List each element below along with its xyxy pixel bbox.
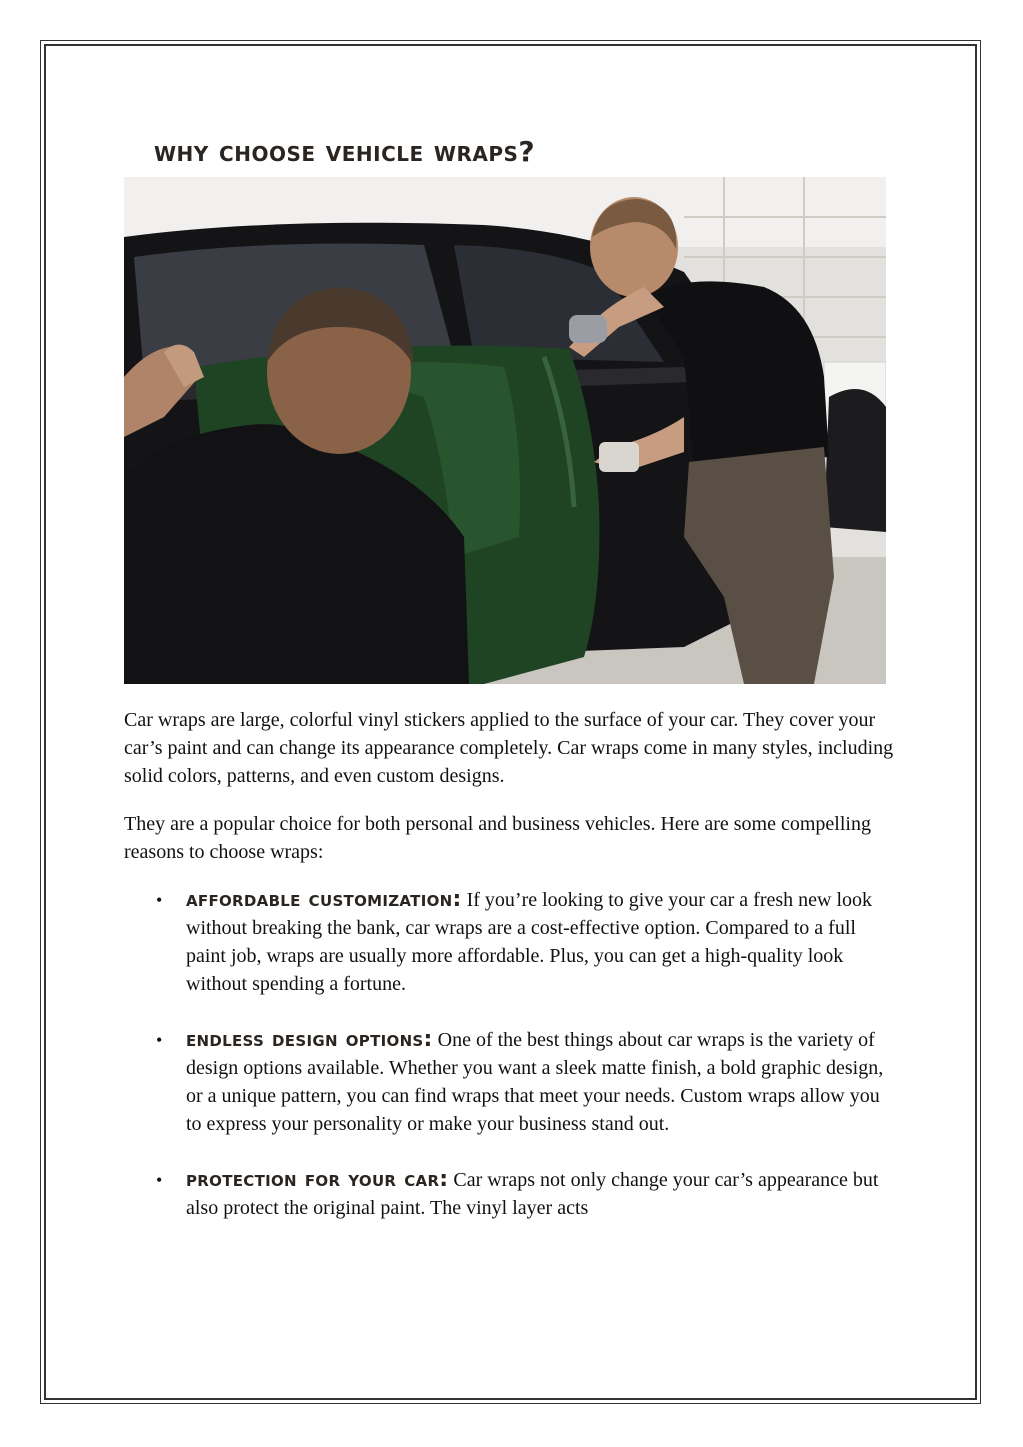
bullet-icon: •	[156, 890, 163, 910]
list-item	[124, 886, 894, 998]
point-title: endless design options:	[186, 1027, 433, 1052]
bullet-icon: •	[156, 1170, 163, 1190]
point-text: Car wraps not only change your car’s appearance but also protect the original paint. The vinyl layer acts	[186, 1169, 879, 1219]
intro-paragraph: Car wraps are large, colorful vinyl stickers applied to the surface of your car. They cover your car’s paint and can change its appearance completely. Car wraps come in many styles, including solid colors, patterns, and even custom designs.	[124, 709, 894, 787]
point-text: One of the best things about car wraps is the variety of design options available. Whether you want a sleek matte finish, a bold graphic design, or a unique pattern, you can find wraps that meet your needs. Custom wraps allow you to express your personality or make your business stand out.	[186, 1029, 884, 1135]
list-item	[124, 1166, 894, 1222]
reasons-list	[124, 886, 894, 1222]
point-title: affordable customization:	[186, 887, 462, 912]
point-text: If you’re looking to give your car a fresh new look without breaking the bank, car wraps are a cost-effective option. Compared to a full paint job, wraps are usually more affordable. Plus, you can get a high-quality look without spending a fortune.	[186, 889, 873, 995]
list-item	[124, 1026, 894, 1138]
page-title: why choose vehicle wraps?	[154, 135, 536, 168]
point-title: protection for your car:	[186, 1167, 449, 1192]
reasons-intro-paragraph: They are a popular choice for both personal and business vehicles. Here are some compelling reasons to choose wraps:	[124, 813, 871, 863]
document-content	[124, 128, 894, 1219]
bullet-icon: •	[156, 1030, 163, 1050]
vehicle-wrap-photo	[124, 177, 886, 684]
body-text	[124, 706, 894, 1250]
vehicle-wrap-illustration	[124, 177, 886, 684]
